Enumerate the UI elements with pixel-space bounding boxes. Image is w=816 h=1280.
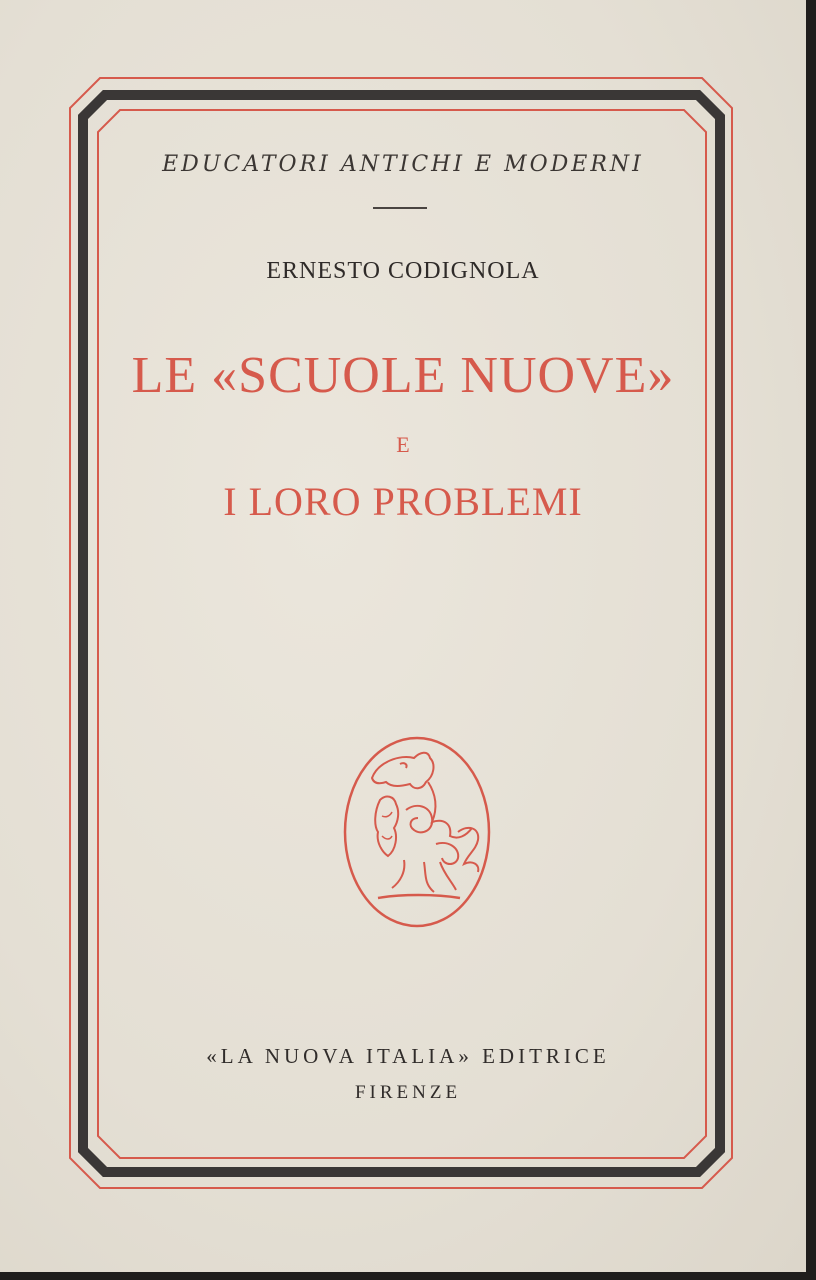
publisher-name: «LA NUOVA ITALIA» EDITRICE [206,1044,610,1068]
book-title-line-2: I LORO PROBLEMI [223,479,583,524]
book-title-line-1: LE «SCUOLE NUOVE» [131,347,675,404]
dark-band-border [83,95,720,1172]
outer-red-border [70,78,732,1188]
book-title-conjunction: E [396,432,410,457]
publisher-city: FIRENZE [354,1082,462,1103]
series-divider [373,207,427,209]
author-name: ERNESTO CODIGNOLA [266,258,540,284]
horse-seal-icon [340,732,494,932]
series-title: EDUCATORI ANTICHI E MODERNI [162,152,644,177]
